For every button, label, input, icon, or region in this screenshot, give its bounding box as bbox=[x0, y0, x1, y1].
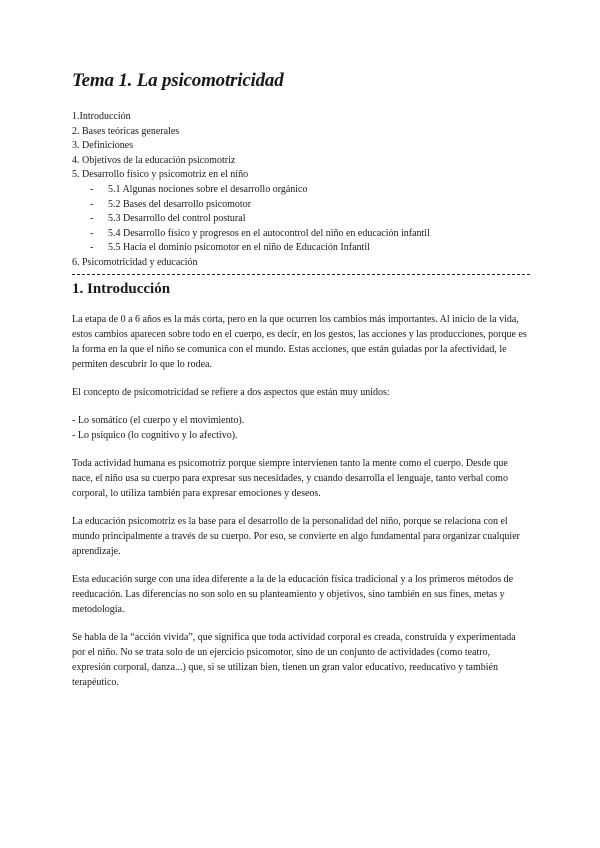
toc-item: 5. Desarrollo físico y psicomotriz en el niño bbox=[72, 169, 249, 181]
toc-item: 2. Bases teóricas generales bbox=[72, 125, 180, 137]
toc-dash: - bbox=[90, 213, 94, 225]
toc-dash: - bbox=[90, 242, 94, 254]
paragraph: Toda actividad humana es psicomotriz porque siempre intervienen tanto la mente como el cuerpo. Desde que nace, el niño usa su cuerpo para expresar sus necesidades, y cuando desarrolla el lenguaje, tanto verbal como corporal, lo utiliza también para expresar emociones y deseos. bbox=[72, 457, 508, 499]
document-title: Tema 1. La psicomotricidad bbox=[72, 70, 284, 91]
section-heading: 1. Introducción bbox=[72, 280, 171, 297]
toc-subitem-label: 5.3 Desarrollo del control postural bbox=[108, 213, 246, 225]
list-item: - Lo somático (el cuerpo y el movimiento). bbox=[72, 414, 245, 426]
toc-subitem-label: 5.4 Desarrollo físico y progresos en el autocontrol del niño en educación infantil bbox=[108, 227, 430, 239]
toc-subitem bbox=[72, 183, 530, 198]
toc-subitem bbox=[72, 227, 530, 242]
toc-subitem bbox=[72, 212, 530, 227]
table-of-contents bbox=[72, 110, 530, 271]
document-page bbox=[72, 70, 530, 703]
toc-dash: - bbox=[90, 183, 94, 195]
toc-item: 3. Definiciones bbox=[72, 140, 134, 152]
toc-item: 4. Objetivos de la educación psicomotriz bbox=[72, 154, 236, 166]
paragraph: Esta educación surge con una idea diferente a la de la educación física tradicional y a los primeros métodos de reeducación. Las diferencias no son solo en su planteamiento y objetivos, sino también en sus fines, metas y metodología. bbox=[72, 573, 514, 615]
toc-dash: - bbox=[90, 198, 94, 210]
toc-item: 6. Psicomotricidad y educación bbox=[72, 256, 198, 268]
toc-dash: - bbox=[90, 227, 94, 239]
paragraph: El concepto de psicomotricidad se refiere a dos aspectos que están muy unidos: bbox=[72, 386, 390, 398]
toc-item: 1.Introducción bbox=[72, 111, 131, 122]
toc-subitem-label: 5.5 Hacia el dominio psicomotor en el niño de Educación Infantil bbox=[108, 242, 370, 254]
paragraph: La educación psicomotriz es la base para el desarrollo de la personalidad del niño, porque se relaciona con el mundo principalmente a través de su cuerpo. Por eso, se convierte en algo fundamental para organizar cualquier aprendizaje. bbox=[72, 515, 520, 557]
list-item: - Lo psíquico (lo cognitivo y lo afectivo). bbox=[72, 429, 238, 441]
toc-subitem bbox=[72, 198, 530, 213]
toc-subitem-label: 5.1 Algunas nociones sobre el desarrollo orgánico bbox=[108, 183, 308, 195]
toc-subitem bbox=[72, 241, 530, 256]
section-divider bbox=[72, 274, 530, 275]
paragraph: La etapa de 0 a 6 años es la más corta, pero en la que ocurren los cambios más importantes. Al inicio de la vida, estos cambios aparecen sobre todo en el cuerpo, es decir, en los gestos, las acciones y las producciones, porque es la forma en la que el niño se comunica con el mundo. Estas acciones, que están guiadas por la afectividad, le permiten descubrir lo que lo rodea. bbox=[72, 313, 527, 370]
paragraph: Se habla de la “acción vivida”, que significa que toda actividad corporal es creada, construida y experimentada por el niño. No se trata solo de un ejercicio psicomotor, sino de un conjunto de actividades (como teatro, expresión corporal, danza...) que, si se utilizan bien, tienen un gran valor educativo, reeducativo y también terapéutico. bbox=[72, 631, 516, 688]
toc-subitem-label: 5.2 Bases del desarrollo psicomotor bbox=[108, 198, 252, 210]
aspect-list bbox=[72, 413, 530, 443]
